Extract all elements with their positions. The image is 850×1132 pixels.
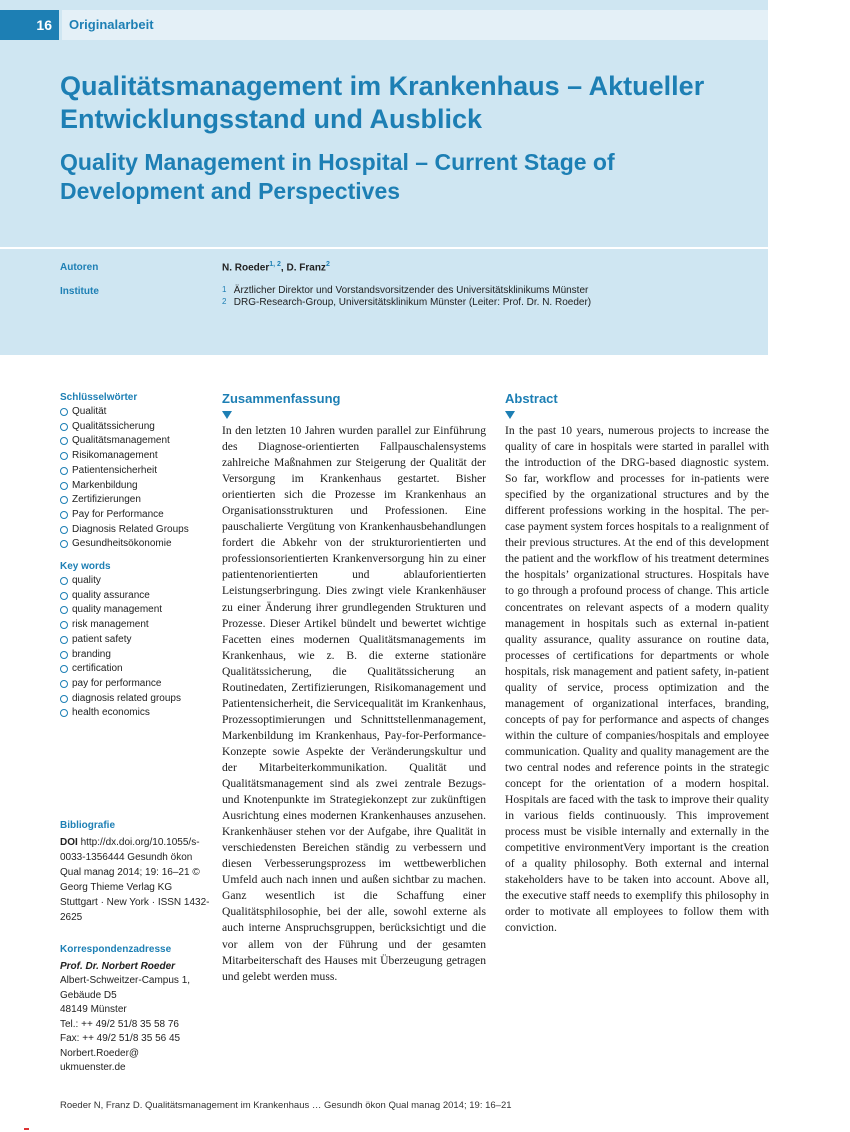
keyword-item xyxy=(60,589,200,604)
header-divider xyxy=(0,247,768,249)
keyword-item xyxy=(60,603,200,618)
keyword-label: quality xyxy=(72,575,101,586)
bullet-icon xyxy=(60,496,68,504)
keyword-item xyxy=(60,523,200,538)
abstract-heading: Abstract xyxy=(505,391,558,406)
keyword-label: Pay for Performance xyxy=(72,508,164,520)
doi-label: DOI xyxy=(60,837,78,848)
keyword-label: health economics xyxy=(72,707,150,719)
bullet-icon xyxy=(60,592,68,600)
keywords-english-list xyxy=(60,574,200,721)
authors xyxy=(222,261,330,273)
section-label: Originalarbeit xyxy=(62,10,768,40)
abstract-text: In the past 10 years, numerous projects to increase the quality of care in hospitals were started in parallel with the introduction of the DRG-based diagnostic system. So far, workflow and processes for in-patients were specified by the organizational structures and by the different professions working in the hospital. The per-case payment system forces hospitals to a realignment of their previous structures. At the end of this development the patient and the workflow of his treatment determines the hospitals’ organizational structures. Hospitals have to go through a profound process of change. This article concentrates on relevant aspects of a modern quality management in hospitals such as external in-patient quality assurance, quality assurance on routine data, processes of certifications for departments or whole hospitals, risk management and patient safety, in-patient quality of service, process optimization and the management of organizational interfaces, branding, concepts of pay for performance and aspects of changes within the culture of companies/hospitals and employee communication. Quality and quality management are the two central nodes and reference points in the strategic concept for the orientation of a modern hospital. Hospitals are faced with the task to improve their quality in various fields continuously. This improvement process must be visible internally and externally in the competitive environmentVery important is the creation of a quality philosophy. Both external and internal stakeholders have to be taken into account. Above all, the executive staff needs to exemplify this philosophy in order to motivate all employees to follow them with conviction. xyxy=(505,424,770,935)
correspondence-email: Norbert.Roeder@ xyxy=(60,1047,140,1059)
bullet-icon xyxy=(60,636,68,644)
zusammenfassung-heading: Zusammenfassung xyxy=(222,391,341,406)
bullet-icon xyxy=(60,621,68,629)
institutes-label: Institute xyxy=(60,286,99,297)
author-separator: , xyxy=(280,262,287,274)
keywords-german xyxy=(60,392,200,552)
author-name: N. Roeder xyxy=(222,262,270,274)
keywords-german-list xyxy=(60,405,200,552)
triangle-down-icon xyxy=(505,411,515,419)
keyword-label: Zertifizierungen xyxy=(72,494,141,506)
keyword-item xyxy=(60,405,200,420)
triangle-down-icon xyxy=(222,411,232,419)
bullet-icon xyxy=(60,577,68,585)
keywords-german-heading: Schlüsselwörter xyxy=(60,392,138,403)
keyword-item xyxy=(60,537,200,552)
keywords-english xyxy=(60,561,200,721)
crop-mark xyxy=(24,1128,29,1130)
keyword-label: quality assurance xyxy=(72,589,150,601)
keyword-item xyxy=(60,662,200,677)
keyword-item xyxy=(60,706,200,721)
institute-number: 2 xyxy=(222,297,227,306)
correspondence-line: Gebäude D5 xyxy=(60,989,117,1001)
keyword-label: Qualitätssicherung xyxy=(72,420,155,432)
correspondence-heading: Korrespondenzadresse xyxy=(60,944,172,955)
institute-text: Ärztlicher Direktor und Vorstandsvorsitzender des Universitätsklinikums Münster xyxy=(233,285,589,296)
keyword-label: Diagnosis Related Groups xyxy=(72,523,189,535)
keywords-english-heading: Key words xyxy=(60,561,111,572)
keyword-item xyxy=(60,508,200,523)
bullet-icon xyxy=(60,665,68,673)
keyword-item xyxy=(60,493,200,508)
keyword-item xyxy=(60,633,200,648)
keyword-item xyxy=(60,574,200,589)
bullet-icon xyxy=(60,606,68,614)
bullet-icon xyxy=(60,709,68,717)
bullet-icon xyxy=(60,452,68,460)
author-name: D. Franz xyxy=(286,262,326,274)
correspondence-line: Albert-Schweitzer-Campus 1, xyxy=(60,975,191,986)
title-german: Qualitätsmanagement im Krankenhaus – Aktueller Entwicklungsstand und Ausblick xyxy=(60,71,705,134)
keyword-label: patient safety xyxy=(72,633,132,645)
bullet-icon xyxy=(60,511,68,519)
keyword-label: quality management xyxy=(72,604,163,616)
institute-text: DRG-Research-Group, Universitätsklinikum Münster (Leiter: Prof. Dr. N. Roeder) xyxy=(233,297,592,308)
author-affiliation: 2 xyxy=(325,261,330,268)
footer-citation: Roeder N, Franz D. Qualitätsmanagement im Krankenhaus … Gesundh ökon Qual manag 2014; 19: 16–21 xyxy=(60,1100,512,1111)
bibliography-text: http://dx.doi.org/10.1055/s-0033-1356444 Gesundh ökon Qual manag 2014; 19: 16–21 © Georg Thieme Verlag KG Stuttgart · New York · ISSN 1432-2625 xyxy=(60,837,210,923)
correspondence-email: ukmuenster.de xyxy=(60,1062,126,1073)
correspondence-line: 48149 Münster xyxy=(60,1004,127,1015)
keyword-item xyxy=(60,692,200,707)
keyword-label: branding xyxy=(72,648,111,660)
bullet-icon xyxy=(60,437,68,445)
keyword-label: diagnosis related groups xyxy=(72,692,181,704)
keyword-item xyxy=(60,464,200,479)
correspondence-name: Prof. Dr. Norbert Roeder xyxy=(60,960,176,972)
bullet-icon xyxy=(60,408,68,416)
keyword-label: Qualitätsmanagement xyxy=(72,435,170,447)
institute-number: 1 xyxy=(222,285,227,294)
bullet-icon xyxy=(60,651,68,659)
correspondence xyxy=(60,943,210,1076)
keyword-item xyxy=(60,677,200,692)
keyword-item xyxy=(60,648,200,663)
keyword-label: Patientensicherheit xyxy=(72,464,158,476)
bullet-icon xyxy=(60,680,68,688)
keyword-label: Gesundheitsökonomie xyxy=(72,538,172,550)
keyword-item xyxy=(60,618,200,633)
keyword-label: Markenbildung xyxy=(72,479,138,491)
keyword-item xyxy=(60,479,200,494)
institute-2 xyxy=(222,297,591,308)
page-number: 16 xyxy=(0,10,59,40)
bullet-icon xyxy=(60,695,68,703)
keyword-label: Qualität xyxy=(72,406,107,417)
keyword-item xyxy=(60,420,200,435)
author-affiliation: 1, 2 xyxy=(269,261,281,268)
bullet-icon xyxy=(60,482,68,490)
bullet-icon xyxy=(60,526,68,534)
keyword-item xyxy=(60,449,200,464)
keyword-label: certification xyxy=(72,663,123,675)
authors-label: Autoren xyxy=(60,262,99,273)
keyword-label: pay for performance xyxy=(72,677,162,689)
correspondence-line: Fax: ++ 49/2 51/8 35 56 45 xyxy=(60,1033,181,1044)
keyword-item xyxy=(60,434,200,449)
bibliography xyxy=(60,818,210,925)
institute-1 xyxy=(222,285,588,296)
bibliography-heading: Bibliografie xyxy=(60,820,116,831)
keyword-label: risk management xyxy=(72,619,149,631)
bullet-icon xyxy=(60,540,68,548)
correspondence-line: Tel.: ++ 49/2 51/8 35 58 76 xyxy=(60,1018,179,1030)
bullet-icon xyxy=(60,467,68,475)
bullet-icon xyxy=(60,423,68,431)
zusammenfassung-text: In den letzten 10 Jahren wurden parallel zur Einführung des Diagnose-orientierten Fallpauschalensystems zahlreiche Maßnahmen zur Steigerung der Qualität der Versorgung im Krankenhaus gestartet. Bisher orientierten sich die Prozesse im Krankenhaus an Organisationsstrukturen und Professionen. Eine pauschalierte Vergütung von Krankenhausbehandlungen fordert die Abkehr von der strukturorientierten und professionsorientierten Krankenversorgung hin zu einer patientenorientierten und ablauforientierten Leistungserbringung. Dies zwingt viele Krankenhäuser zu einer Änderung ihrer grundlegenden Strukturen und Prozesse. Dieser Artikel bündelt und bewertet wichtige Facetten eines modernen Qualitätsmanagements im Krankenhaus, wie z. B. die externe stationäre Qualitätssicherung, die Qualitätssicherung an Routinedaten, Zertifizierungen, Risikomanagement und Patientensicherheit, die Servicequalität im Krankenhaus, Prozessoptimierungen und Schnittstellenmanagement, Markenbildung im Krankenhaus, Pay-for-Performance-Konzepte sowie Aspekte der Veränderungskultur und der Mitarbeiterkommunikation. Qualität und Qualitätsmanagement sind als zwei zentrale Bezugs- und Knotenpunkte im Strategiekonzept zur zukünftigen Ausrichtung eines modernen Krankenhauses anzusehen. Krankenhäuser stehen vor der Aufgabe, ihre Qualität in verschiedensten Bereichen ständig zu verbessern und diesen Verbesserungsprozess im wettbewerblichen Umfeld auch nach innen und außen sichtbar zu machen. Ganz wesentlich ist die Schaffung einer Qualitätsphilosophie, bei der alle, sowohl externe als auch interne Anspruchsgruppen, berücksichtigt und die vor allem von der Führung und der gesamten Mitarbeiterschaft des Hauses mit Überzeugung getragen und gelebt werden muss. xyxy=(222,424,486,983)
title-english: Quality Management in Hospital – Current Stage of Development and Perspectives xyxy=(60,149,615,204)
keyword-label: Risikomanagement xyxy=(72,450,158,462)
